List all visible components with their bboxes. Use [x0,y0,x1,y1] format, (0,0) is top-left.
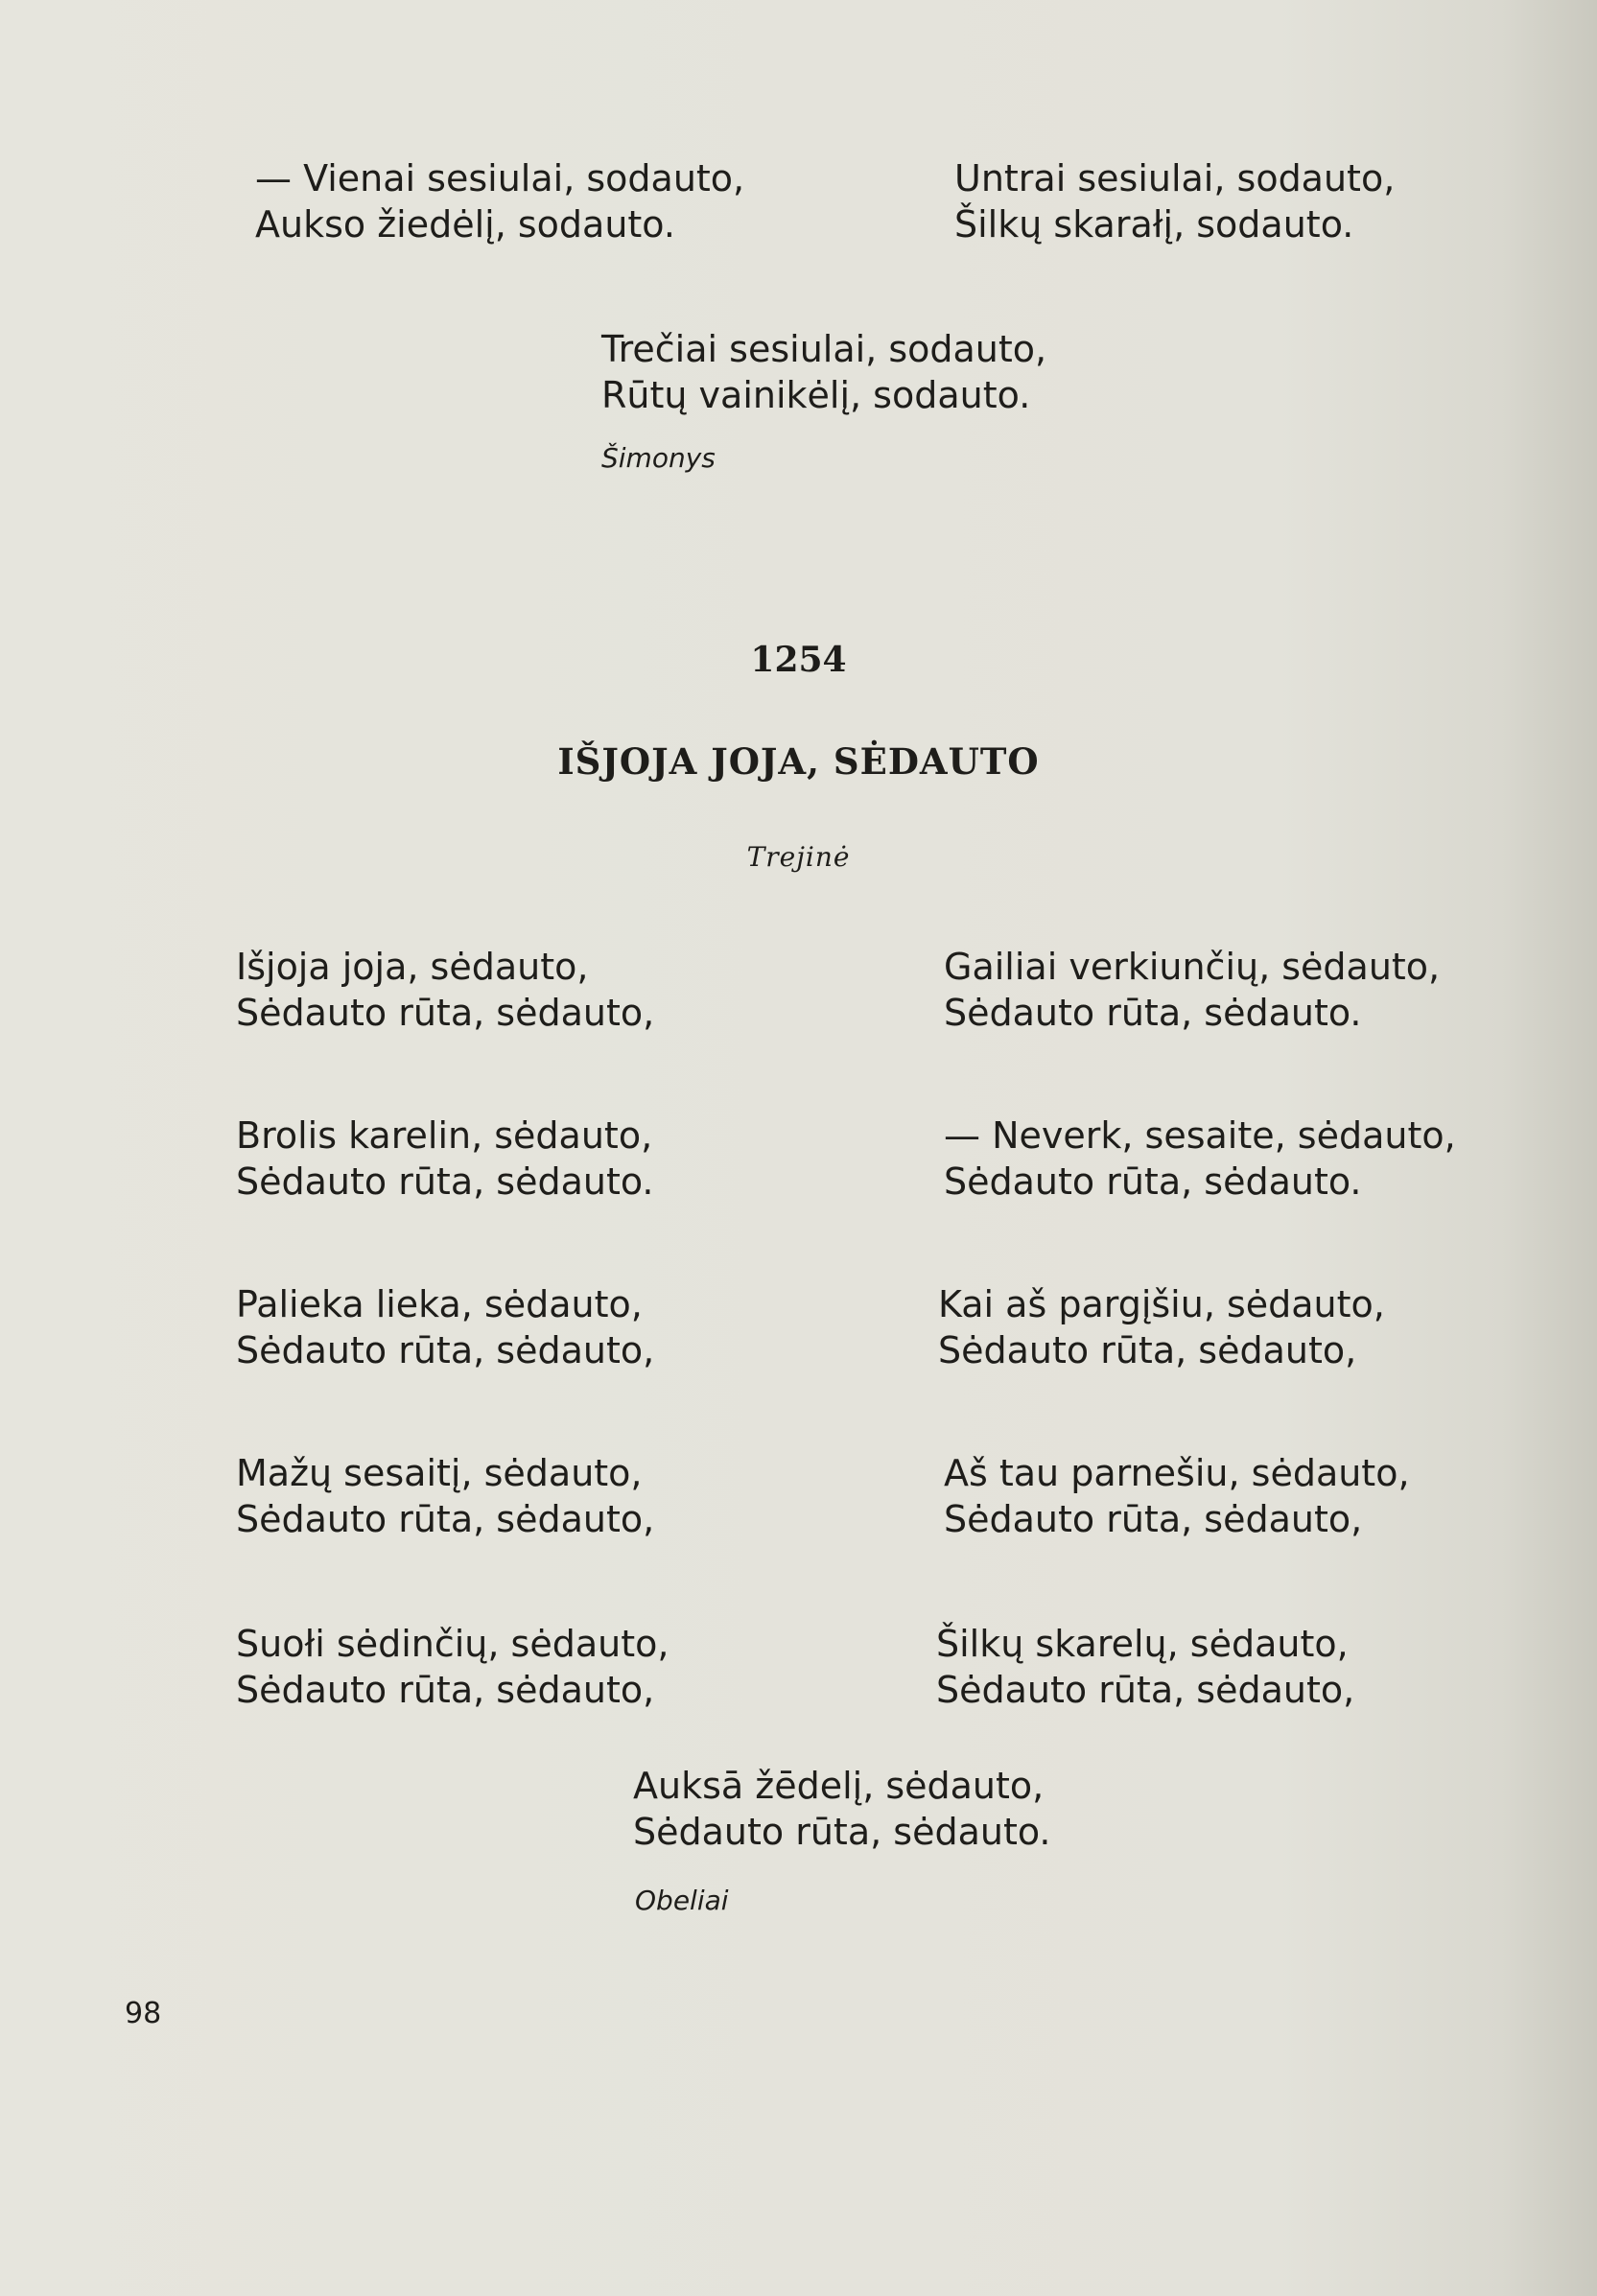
stanza-left-2 [236,1113,654,1205]
place-name: Šimonys [601,442,716,474]
verse-line: Sėdauto rūta, sėdauto. [633,1811,1051,1853]
stanza-prev-center [601,326,1046,418]
verse-line: — Neverk, sesaite, sėdauto, [944,1114,1456,1157]
verse-line: Untrai sesiulai, sodauto, [954,157,1396,199]
verse-line: Sėdauto rūta, sėdauto, [236,1329,655,1371]
song-subtitle: Trejinė [746,841,851,873]
verse-line: Rūtų vainikėlį, sodauto. [601,374,1031,416]
verse-line: Kai aš pargįšiu, sėdauto, [938,1283,1385,1325]
stanza-right-4 [944,1450,1410,1542]
verse-line: Sėdauto rūta, sėdauto. [236,1160,654,1203]
verse-line: Brolis karelin, sėdauto, [236,1114,653,1157]
verse-line: Sėdauto rūta, sėdauto, [236,1669,655,1711]
stanza-right-1 [944,944,1440,1036]
verse-line: Sėdauto rūta, sėdauto, [236,1498,655,1540]
verse-line: Aukso žiedėlį, sodauto. [255,203,675,246]
verse-line: Trečiai sesiulai, sodauto, [601,328,1047,370]
verse-line: Sėdauto rūta, sėdauto. [944,992,1362,1034]
verse-line: Išjoja joja, sėdauto, [236,946,589,988]
song-title: IŠJOJA JOJA, SĖDAUTO [557,740,1040,783]
verse-line: — Vienai sesiulai, sodauto, [255,157,745,199]
verse-line: Šilkų skarałį, sodauto. [954,203,1354,246]
stanza-right-5 [936,1621,1354,1713]
stanza-prev-left [255,155,744,247]
stanza-right-2 [944,1113,1456,1205]
place-name: Obeliai [635,1885,729,1916]
verse-line: Sėdauto rūta, sėdauto, [936,1669,1355,1711]
verse-line: Mažų sesaitį, sėdauto, [236,1452,643,1494]
page-number: 98 [125,1997,162,2030]
stanza-right-3 [938,1281,1385,1373]
stanza-final [633,1763,1051,1855]
verse-line: Auksā žēdelį, sėdauto, [633,1765,1045,1807]
verse-line: Suołi sėdinčių, sėdauto, [236,1623,669,1665]
song-number: 1254 [750,640,847,680]
stanza-left-4 [236,1450,654,1542]
verse-line: Šilkų skarelų, sėdauto, [936,1623,1349,1665]
stanza-left-3 [236,1281,654,1373]
stanza-left-5 [236,1621,669,1713]
stanza-left-1 [236,944,654,1036]
verse-line: Palieka lieka, sėdauto, [236,1283,643,1325]
verse-line: Sėdauto rūta, sėdauto, [938,1329,1357,1371]
verse-line: Sėdauto rūta, sėdauto, [944,1498,1363,1540]
verse-line: Aš tau parnešiu, sėdauto, [944,1452,1410,1494]
verse-line: Sėdauto rūta, sėdauto. [944,1160,1362,1203]
stanza-prev-right [954,155,1395,247]
verse-line: Sėdauto rūta, sėdauto, [236,992,655,1034]
verse-line: Gailiai verkiunčių, sėdauto, [944,946,1441,988]
